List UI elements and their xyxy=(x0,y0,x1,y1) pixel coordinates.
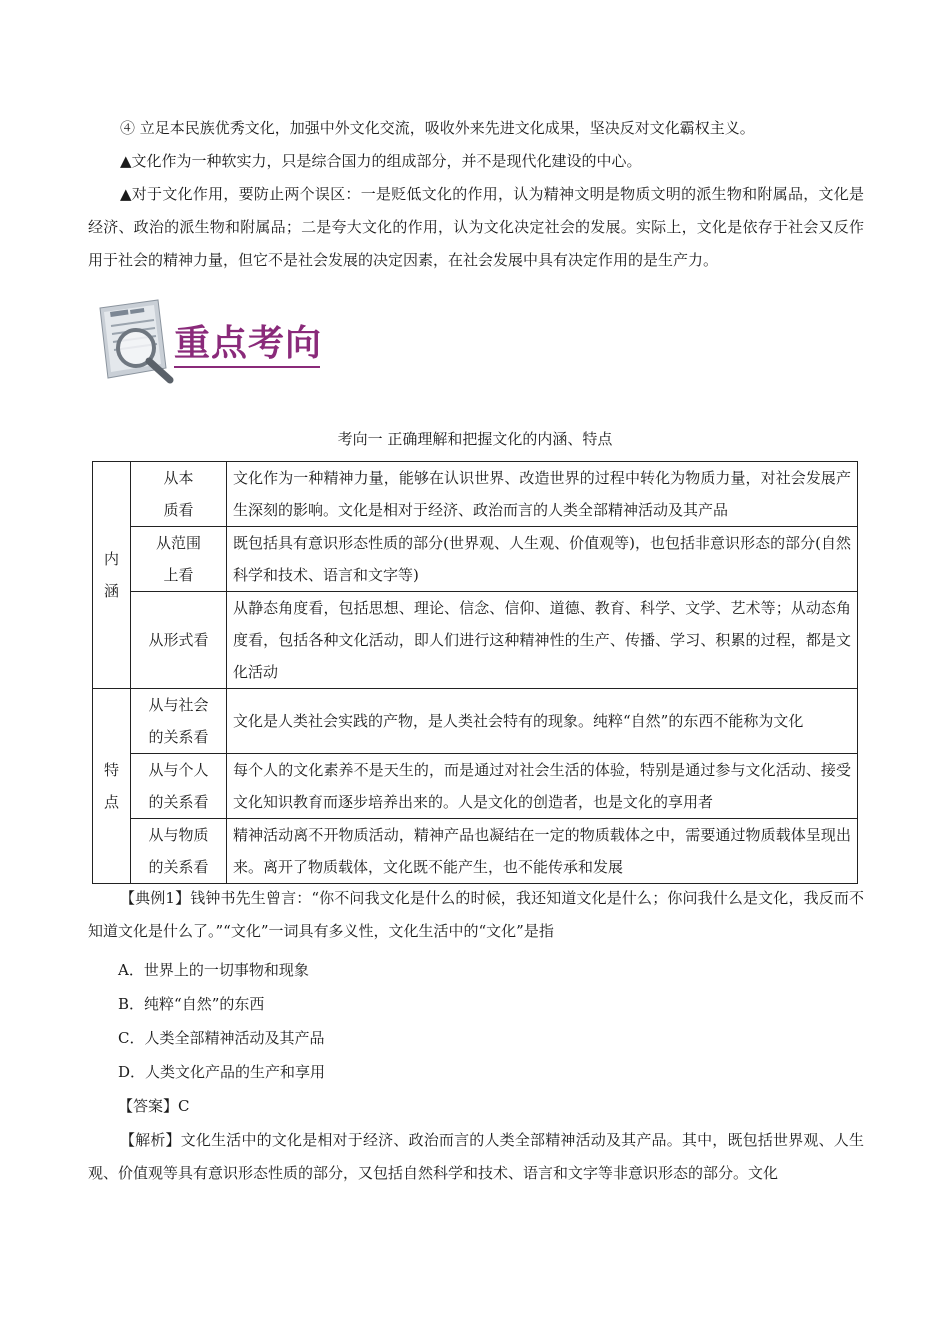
table-row xyxy=(93,527,858,592)
table-row xyxy=(93,689,858,754)
answer-line: 【答案】C xyxy=(118,1097,190,1115)
option-c: C．人类全部精神活动及其产品 xyxy=(118,1029,325,1047)
aspect-cell: 从与个人 的关系看 xyxy=(131,754,227,819)
intro-paragraph-2: ▲文化作为一种软实力，只是综合国力的组成部分，并不是现代化建设的中心。 xyxy=(120,152,642,170)
aspect-cell: 从与社会 的关系看 xyxy=(131,689,227,754)
table-row xyxy=(93,592,858,689)
group-label-connotation: 内 涵 xyxy=(93,462,131,689)
example-stem: 【典例1】钱钟书先生曾言：“你不问我文化是什么的时候，我还知道文化是什么；你问我什么是文化，我反而不知道文化是什么了。”“文化”一词具有多义性，文化生活中的“文化”是指 xyxy=(88,889,864,940)
description-cell: 文化作为一种精神力量，能够在认识世界、改造世界的过程中转化为物质力量，对社会发展产生深刻的影响。文化是相对于经济、政治而言的人类全部精神活动及其产品 xyxy=(227,462,858,527)
magnifier-over-document-icon xyxy=(96,298,186,384)
group-label-features: 特 点 xyxy=(93,689,131,884)
description-cell: 从静态角度看，包括思想、理论、信念、信仰、道德、教育、科学、文学、艺术等；从动态角度看，包括各种文化活动，即人们进行这种精神性的生产、传播、学习、积累的过程，都是文化活动 xyxy=(227,592,858,689)
option-d: D．人类文化产品的生产和享用 xyxy=(118,1063,326,1081)
aspect-cell: 从与物质 的关系看 xyxy=(131,819,227,884)
description-cell: 既包括具有意识形态性质的部分(世界观、人生观、价值观等)，也包括非意识形态的部分(自然科学和技术、语言和文字等) xyxy=(227,527,858,592)
option-a: A．世界上的一切事物和现象 xyxy=(118,961,309,979)
knowledge-table xyxy=(92,461,858,884)
table-row xyxy=(93,754,858,819)
table-row xyxy=(93,819,858,884)
intro-paragraph-3: ▲对于文化作用，要防止两个误区：一是贬低文化的作用，认为精神文明是物质文明的派生物和附属品，文化是经济、政治的派生物和附属品；二是夸大文化的作用，认为文化决定社会的发展。实际上，文化是依存于社会又反作用于社会的精神力量，但它不是社会发展的决定因素，在社会发展中具有决定作用的是生产力。 xyxy=(88,185,864,269)
option-b: B．纯粹“自然”的东西 xyxy=(118,995,265,1013)
description-cell: 每个人的文化素养不是天生的，而是通过对社会生活的体验，特别是通过参与文化活动、接受文化知识教育而逐步培养出来的。人是文化的创造者，也是文化的享用者 xyxy=(227,754,858,819)
section-caption: 考向一 正确理解和把握文化的内涵、特点 xyxy=(337,430,613,448)
analysis-paragraph: 【解析】文化生活中的文化是相对于经济、政治而言的人类全部精神活动及其产品。其中，既包括世界观、人生观、价值观等具有意识形态性质的部分，又包括自然科学和技术、语言和文字等非意识形态的部分。文化 xyxy=(88,1131,864,1182)
aspect-cell: 从形式看 xyxy=(131,592,227,689)
intro-paragraph-1: ④ 立足本民族优秀文化，加强中外文化交流，吸收外来先进文化成果，坚决反对文化霸权主义。 xyxy=(120,119,755,137)
aspect-cell: 从本 质看 xyxy=(131,462,227,527)
banner-underline xyxy=(174,366,320,368)
description-cell: 精神活动离不开物质活动，精神产品也凝结在一定的物质载体之中，需要通过物质载体呈现出来。离开了物质载体，文化既不能产生，也不能传承和发展 xyxy=(227,819,858,884)
table-row xyxy=(93,462,858,527)
description-cell: 文化是人类社会实践的产物，是人类社会特有的现象。纯粹“自然”的东西不能称为文化 xyxy=(227,689,858,754)
banner-title: 重点考向 xyxy=(174,323,323,364)
aspect-cell: 从范围 上看 xyxy=(131,527,227,592)
